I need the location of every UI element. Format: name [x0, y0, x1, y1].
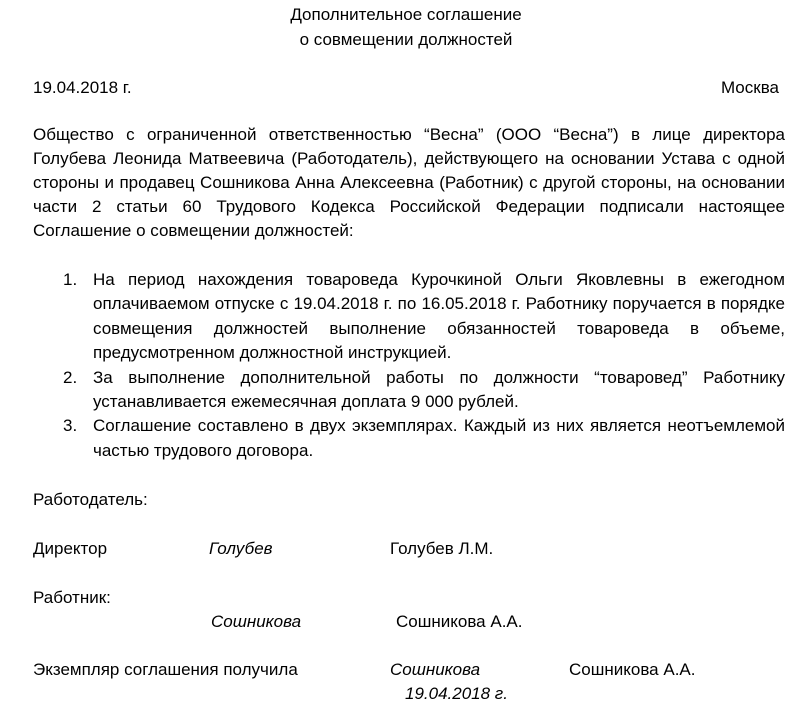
terms-list — [33, 268, 785, 463]
list-item-text: За выполнение дополнительной работы по должности “товаровед” Работнику устанавливается ежемесячная доплата 9 000 рублей. — [93, 367, 785, 412]
list-item — [33, 366, 785, 415]
document-title-line-1: Дополнительное соглашение — [290, 5, 522, 24]
list-item-number: 1. — [63, 270, 78, 289]
list-item-text: На период нахождения товароведа Курочкиной Ольги Яковлевны в ежегодном оплачиваемом отпуске с 19.04.2018 г. по 16.05.2018 г. Работнику поручается в порядке совмещения должностей выполнение обязанностей товароведа в объеме, предусмотренном должностной инструкцией. — [93, 270, 785, 363]
employer-position: Директор — [33, 539, 108, 558]
receipt-signature: Сошникова — [390, 660, 481, 679]
employee-signature: Сошникова — [211, 612, 302, 631]
employer-heading: Работодатель: — [33, 490, 148, 509]
list-item — [33, 268, 785, 366]
document-city: Москва — [720, 78, 779, 97]
employer-name: Голубев Л.М. — [390, 539, 494, 558]
list-item-number: 3. — [63, 416, 78, 436]
intro-paragraph: Общество с ограниченной ответственностью “Весна” (ООО “Весна”) в лице директора Голубева Леонида Матвеевича (Работодатель), действующего на основании Устава с одной стороны и продавец Сошникова Анна Алексеевна (Работник) с другой стороны, на основании части 2 статьи 60 Трудового Кодекса Российской Федерации подписали настоящее Соглашение о совмещении должностей: — [33, 125, 785, 240]
document-title-line-2: о совмещении должностей — [299, 30, 513, 49]
employee-name: Сошникова А.А. — [396, 612, 523, 631]
employee-heading: Работник: — [33, 588, 111, 607]
receipt-name: Сошникова А.А. — [569, 660, 696, 679]
list-item-number: 2. — [63, 367, 78, 387]
receipt-date: 19.04.2018 г. — [405, 684, 508, 703]
document-date: 19.04.2018 г. — [33, 78, 132, 97]
list-item-text: Соглашение составлено в двух экземплярах. Каждый из них является неотъемлемой частью трудового договора. — [93, 416, 785, 460]
receipt-label: Экземпляр соглашения получила — [33, 660, 298, 679]
list-item — [33, 414, 785, 463]
employer-signature: Голубев — [209, 539, 273, 558]
